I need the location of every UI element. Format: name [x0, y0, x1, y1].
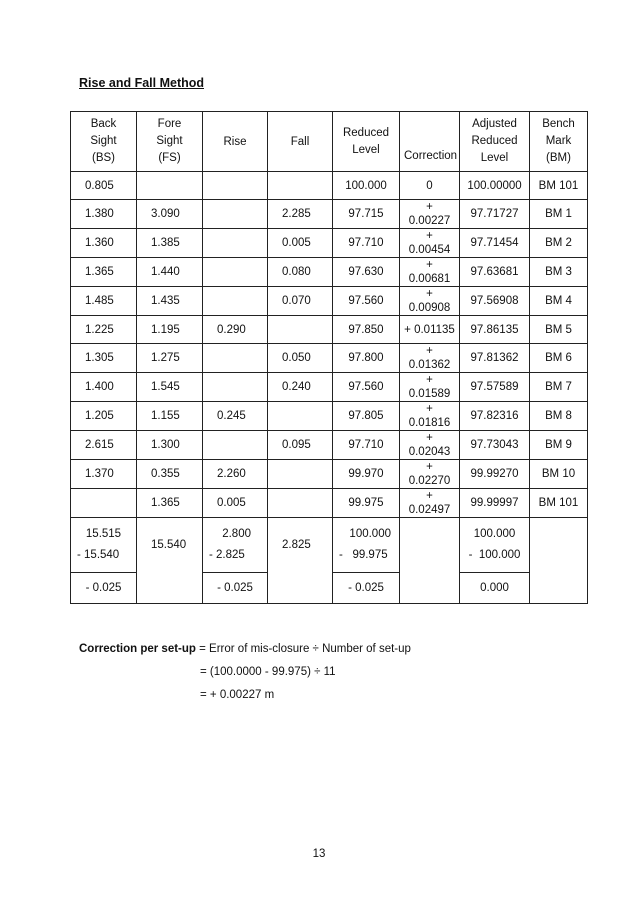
cell-fall: 0.005: [268, 229, 333, 258]
table-row: [71, 344, 588, 373]
cell-fs: 1.300: [137, 431, 203, 460]
cell-bs: 0.805: [71, 172, 137, 200]
rise-minus: - 2.825: [209, 549, 245, 561]
cell-adjusted-level: 97.73043: [460, 431, 530, 460]
rise-fall-table: [70, 111, 588, 604]
totals-row: [71, 518, 588, 573]
cell-fs: 1.195: [137, 316, 203, 344]
cell-fall: [268, 172, 333, 200]
cell-bench-mark: BM 101: [530, 489, 588, 518]
cell-correction: + 0.02497: [400, 489, 460, 518]
cell-fs: [137, 172, 203, 200]
cell-fall: 2.285: [268, 200, 333, 229]
table-row: [71, 287, 588, 316]
cell-reduced-level: 100.000: [333, 172, 400, 200]
cell-rise: [203, 287, 268, 316]
cell-fs: 3.090: [137, 200, 203, 229]
rl-minus-sign: -: [339, 549, 343, 561]
cell-correction: + 0.00908: [400, 287, 460, 316]
cell-fall: 0.070: [268, 287, 333, 316]
cell-fall: 0.080: [268, 258, 333, 287]
header-back-sight: Back Sight (BS): [71, 112, 137, 172]
arl-check: [460, 518, 530, 573]
cell-fall: [268, 489, 333, 518]
page-number: 13: [312, 848, 326, 860]
fs-sum: 15.540: [137, 518, 203, 604]
bs-sum: 15.515: [85, 528, 122, 540]
cell-bs: 1.485: [71, 287, 137, 316]
cell-fall: [268, 460, 333, 489]
rl-check: [333, 518, 400, 573]
rl-last-line: [337, 545, 395, 566]
table-row: [71, 373, 588, 402]
header-fore-sight: Fore Sight (FS): [137, 112, 203, 172]
table-header-row: [71, 112, 588, 172]
cell-rise: 2.260: [203, 460, 268, 489]
cell-reduced-level: 99.970: [333, 460, 400, 489]
rl-diff: - 0.025: [333, 573, 400, 604]
cell-correction: + 0.02270: [400, 460, 460, 489]
cell-reduced-level: 97.850: [333, 316, 400, 344]
rl-first: 100.000: [349, 528, 391, 540]
cell-reduced-level: 97.630: [333, 258, 400, 287]
cell-fs: 1.275: [137, 344, 203, 373]
cell-bench-mark: BM 8: [530, 402, 588, 431]
cell-reduced-level: 99.975: [333, 489, 400, 518]
cell-adjusted-level: 99.99997: [460, 489, 530, 518]
cell-fall: 0.050: [268, 344, 333, 373]
cell-reduced-level: 97.800: [333, 344, 400, 373]
table-row: [71, 172, 588, 200]
cell-adjusted-level: 97.81362: [460, 344, 530, 373]
cell-bs: [71, 489, 137, 518]
cell-fs: 1.365: [137, 489, 203, 518]
cell-fs: 1.385: [137, 229, 203, 258]
cell-rise: [203, 258, 268, 287]
cell-adjusted-level: 97.71454: [460, 229, 530, 258]
cell-reduced-level: 97.715: [333, 200, 400, 229]
cell-adjusted-level: 97.71727: [460, 200, 530, 229]
cell-reduced-level: 97.710: [333, 229, 400, 258]
cell-fall: [268, 402, 333, 431]
cell-correction: + 0.00681: [400, 258, 460, 287]
cell-fs: 0.355: [137, 460, 203, 489]
header-adjusted-reduced-level: Adjusted Reduced Level: [460, 112, 530, 172]
cell-bench-mark: BM 2: [530, 229, 588, 258]
cell-bs: 1.365: [71, 258, 137, 287]
cell-rise: [203, 200, 268, 229]
cell-bs: 2.615: [71, 431, 137, 460]
arl-last-line: [464, 545, 525, 566]
section-heading: Rise and Fall Method: [79, 76, 205, 90]
cell-fall: 0.095: [268, 431, 333, 460]
cell-bs: 1.360: [71, 229, 137, 258]
cell-bs: 1.400: [71, 373, 137, 402]
cell-reduced-level: 97.560: [333, 373, 400, 402]
cell-bs: 1.305: [71, 344, 137, 373]
cell-bench-mark: BM 6: [530, 344, 588, 373]
calc-line-1: [79, 643, 411, 655]
cell-rise: 0.245: [203, 402, 268, 431]
cell-rise: [203, 344, 268, 373]
cell-rise: [203, 229, 268, 258]
cell-bench-mark: BM 1: [530, 200, 588, 229]
cell-bench-mark: BM 5: [530, 316, 588, 344]
cell-rise: [203, 373, 268, 402]
cell-correction: + 0.00227: [400, 200, 460, 229]
cell-fall: 0.240: [268, 373, 333, 402]
rl-last: 99.975: [352, 549, 388, 561]
cell-bs: 1.370: [71, 460, 137, 489]
table-row: [71, 258, 588, 287]
bench-mark-blank: [530, 518, 588, 604]
calc-line-3: = + 0.00227 m: [200, 689, 275, 701]
cell-fs: 1.155: [137, 402, 203, 431]
calc-formula: = Error of mis-closure ÷ Number of set-up: [195, 643, 411, 655]
calc-label: Correction per set-up: [79, 643, 196, 655]
cell-fall: [268, 316, 333, 344]
cell-fs: 1.440: [137, 258, 203, 287]
header-fall: Fall: [268, 112, 333, 172]
cell-correction: + 0.02043: [400, 431, 460, 460]
cell-correction: + 0.01589: [400, 373, 460, 402]
rise-total-check: [203, 518, 268, 573]
table-row: [71, 200, 588, 229]
bs-diff: - 0.025: [71, 573, 137, 604]
cell-adjusted-level: 97.82316: [460, 402, 530, 431]
cell-correction: 0: [400, 172, 460, 200]
cell-bench-mark: BM 101: [530, 172, 588, 200]
table-row: [71, 431, 588, 460]
calc-line-2: = (100.0000 - 99.975) ÷ 11: [200, 666, 336, 678]
cell-adjusted-level: 100.00000: [460, 172, 530, 200]
cell-bench-mark: BM 3: [530, 258, 588, 287]
cell-correction: + 0.01362: [400, 344, 460, 373]
cell-bench-mark: BM 9: [530, 431, 588, 460]
table-row: [71, 402, 588, 431]
cell-reduced-level: 97.710: [333, 431, 400, 460]
cell-adjusted-level: 97.56908: [460, 287, 530, 316]
rise-diff: - 0.025: [203, 573, 268, 604]
bs-minus: - 15.540: [77, 549, 120, 561]
cell-rise: [203, 431, 268, 460]
cell-rise: 0.005: [203, 489, 268, 518]
table-row: [71, 229, 588, 258]
cell-bench-mark: BM 7: [530, 373, 588, 402]
arl-minus-sign: -: [468, 549, 473, 561]
cell-correction: + 0.00454: [400, 229, 460, 258]
cell-adjusted-level: 97.57589: [460, 373, 530, 402]
cell-correction: + 0.01816: [400, 402, 460, 431]
cell-adjusted-level: 97.86135: [460, 316, 530, 344]
cell-adjusted-level: 99.99270: [460, 460, 530, 489]
cell-adjusted-level: 97.63681: [460, 258, 530, 287]
arl-first: 100.000: [473, 528, 516, 540]
cell-rise: 0.290: [203, 316, 268, 344]
table-row: [71, 316, 588, 344]
header-bench-mark: Bench Mark (BM): [530, 112, 588, 172]
table-row: [71, 489, 588, 518]
arl-diff: 0.000: [460, 573, 530, 604]
cell-bs: 1.225: [71, 316, 137, 344]
header-reduced-level: Reduced Level: [333, 112, 400, 172]
cell-fs: 1.435: [137, 287, 203, 316]
cell-bs: 1.205: [71, 402, 137, 431]
rise-sum: 2.800: [222, 528, 251, 540]
cell-bench-mark: BM 10: [530, 460, 588, 489]
correction-blank: [400, 518, 460, 604]
fall-sum: 2.825: [268, 518, 333, 604]
cell-reduced-level: 97.805: [333, 402, 400, 431]
cell-fs: 1.545: [137, 373, 203, 402]
cell-reduced-level: 97.560: [333, 287, 400, 316]
header-rise: Rise: [203, 112, 268, 172]
header-correction: Correction: [400, 112, 460, 172]
table-row: [71, 460, 588, 489]
cell-rise: [203, 172, 268, 200]
arl-last: 100.000: [478, 549, 521, 561]
cell-bench-mark: BM 4: [530, 287, 588, 316]
cell-bs: 1.380: [71, 200, 137, 229]
cell-correction: + 0.01135: [400, 316, 460, 344]
bs-total-check: [71, 518, 137, 573]
